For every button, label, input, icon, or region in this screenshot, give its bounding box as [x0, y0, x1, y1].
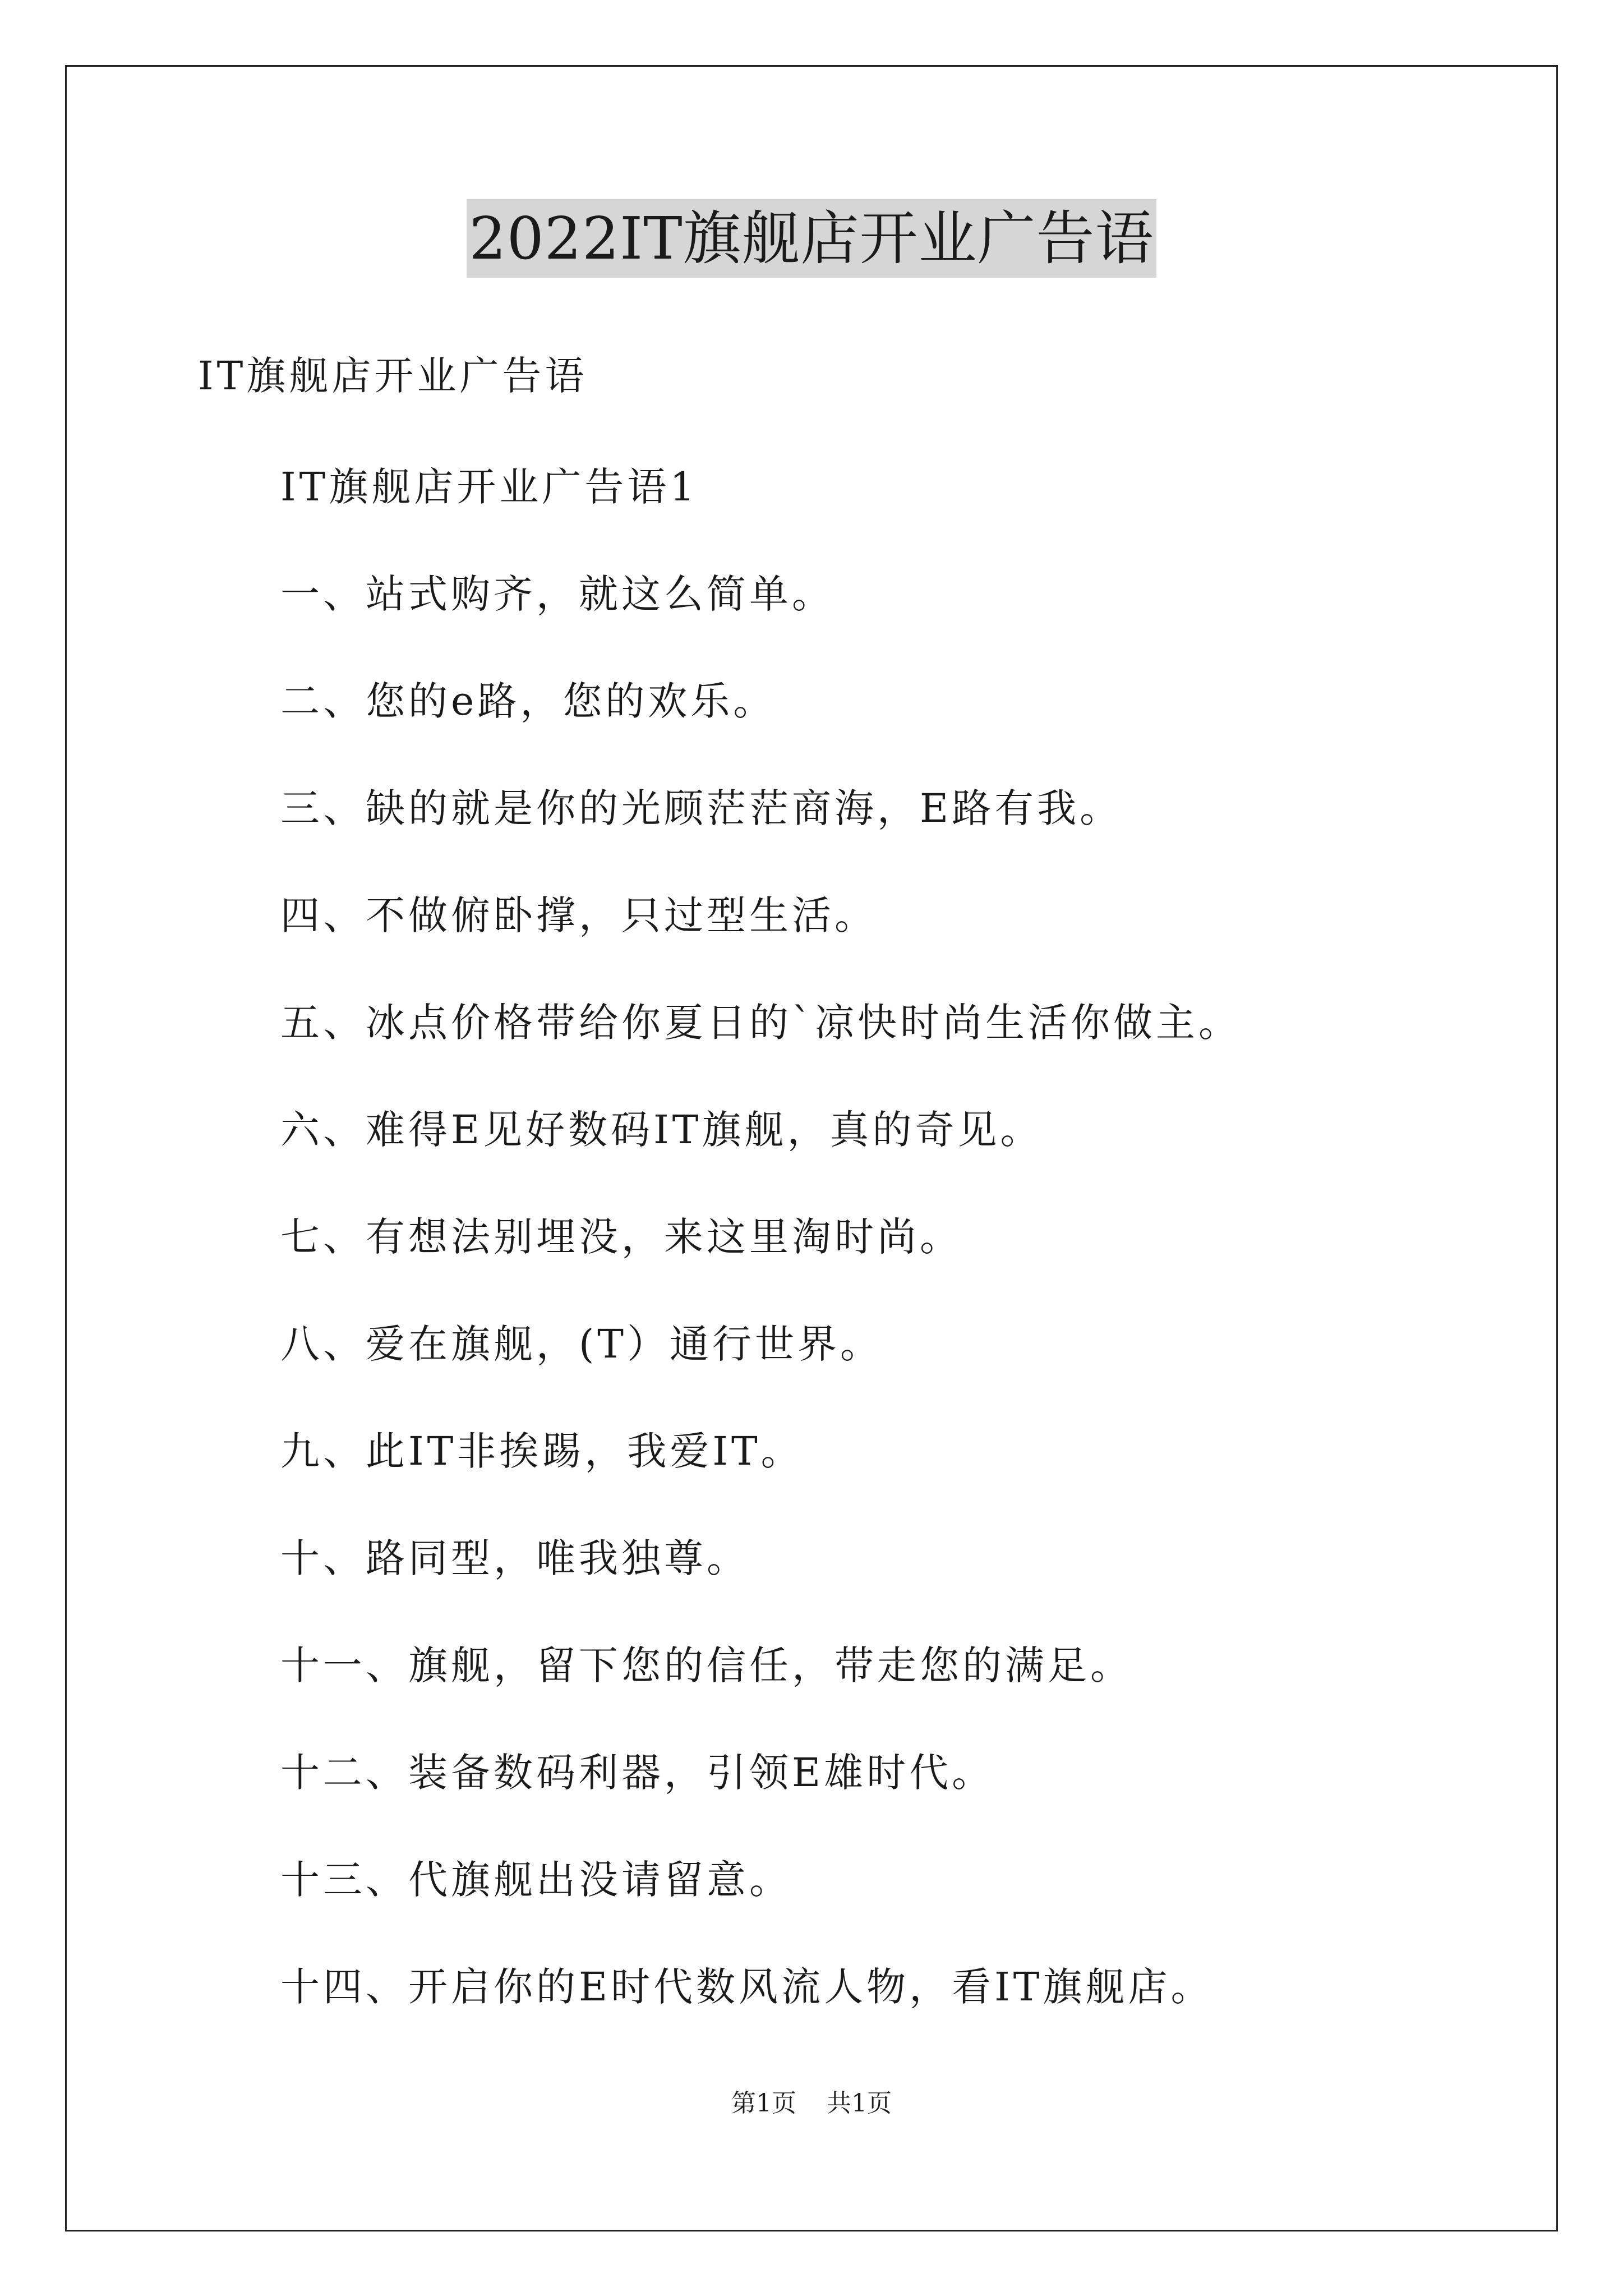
- document-title: 2022IT旗舰店开业广告语: [467, 199, 1156, 278]
- list-item: 十二、装备数码利器，引领E雄时代。: [280, 1750, 995, 1796]
- list-item: 十四、开启你的E时代数风流人物，看IT旗舰店。: [280, 1964, 1214, 2010]
- list-item: 十三、代旗舰出没请留意。: [280, 1857, 792, 1903]
- list-item: 十、路同型，唯我独尊。: [280, 1535, 749, 1581]
- title-container: [0, 199, 1623, 278]
- list-item: 六、难得E见好数码IT旗舰，真的奇见。: [280, 1107, 1043, 1153]
- list-item: 三、缺的就是你的光顾茫茫商海，E路有我。: [280, 785, 1123, 831]
- list-item: IT旗舰店开业广告语1: [280, 464, 698, 510]
- list-item: 七、有想法别埋没，来这里淘时尚。: [280, 1214, 962, 1260]
- list-item: 四、不做俯卧撑，只过型生活。: [280, 892, 877, 938]
- page-footer: [0, 2087, 1623, 2120]
- page-number-current: 第1页: [731, 2089, 796, 2118]
- list-item: 一、站式购齐，就这么简单。: [280, 571, 834, 617]
- list-item: 八、爱在旗舰，(T）通行世界。: [280, 1321, 883, 1367]
- slogan-list: [280, 459, 1241, 2066]
- list-item: 五、冰点价格带给你夏日的`凉快时尚生活你做主。: [280, 1000, 1241, 1046]
- list-item: 九、此IT非挨踢，我爱IT。: [280, 1428, 804, 1474]
- list-item: 二、您的e路，您的欢乐。: [280, 678, 776, 724]
- page-number-total: 共1页: [827, 2089, 892, 2118]
- list-item: 十一、旗舰，留下您的信任，带走您的满足。: [280, 1642, 1133, 1688]
- document-subtitle: IT旗舰店开业广告语: [198, 353, 588, 399]
